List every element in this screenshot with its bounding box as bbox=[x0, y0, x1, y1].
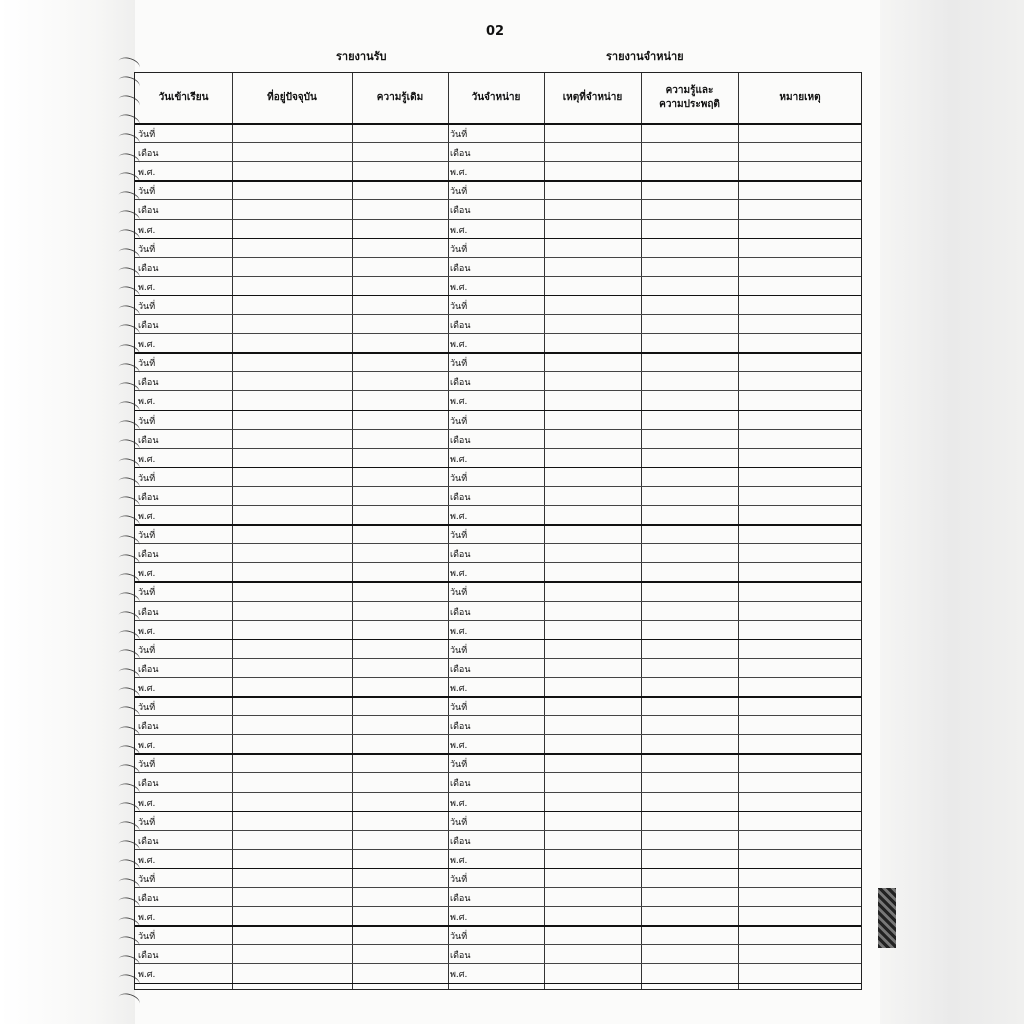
column-divider bbox=[641, 73, 642, 989]
date-field-label: พ.ศ. bbox=[450, 798, 468, 809]
row-line bbox=[135, 944, 861, 945]
date-field-label: เดือน bbox=[450, 722, 471, 733]
row-line bbox=[135, 429, 861, 430]
date-field-label: วันที่ bbox=[450, 932, 468, 943]
row-line bbox=[135, 333, 861, 334]
row-line bbox=[135, 753, 861, 755]
row-line bbox=[135, 219, 861, 220]
row-line bbox=[135, 639, 861, 641]
date-field-label: วันที่ bbox=[138, 301, 156, 312]
row-line bbox=[135, 390, 861, 391]
date-field-label: เดือน bbox=[138, 607, 159, 618]
date-field-label: พ.ศ. bbox=[138, 340, 156, 351]
date-field-label: เดือน bbox=[450, 951, 471, 962]
column-header: วันเข้าเรียน bbox=[158, 91, 209, 103]
date-field-label: พ.ศ. bbox=[450, 168, 468, 179]
column-divider bbox=[448, 73, 449, 989]
row-line bbox=[135, 199, 861, 200]
date-field-label: พ.ศ. bbox=[450, 626, 468, 637]
row-line bbox=[135, 696, 861, 698]
row-line bbox=[135, 352, 861, 354]
row-line bbox=[135, 276, 861, 277]
date-field-label: พ.ศ. bbox=[138, 512, 156, 522]
date-field-label: วันที่ bbox=[450, 416, 468, 427]
date-field-label: พ.ศ. bbox=[138, 913, 156, 924]
date-field-label: เดือน bbox=[450, 607, 471, 618]
row-line bbox=[135, 505, 861, 506]
row-line bbox=[135, 448, 861, 449]
row-line bbox=[135, 925, 861, 927]
date-field-label: เดือน bbox=[138, 664, 159, 675]
date-field-label: วันที่ bbox=[450, 359, 468, 370]
date-field-label: พ.ศ. bbox=[138, 225, 156, 236]
date-field-label: วันที่ bbox=[138, 932, 156, 943]
date-field-label: พ.ศ. bbox=[138, 397, 156, 408]
row-line bbox=[135, 715, 861, 716]
column-header: ความรู้เดิม bbox=[376, 91, 424, 103]
row-line bbox=[135, 257, 861, 258]
column-divider bbox=[738, 73, 739, 989]
date-field-label: เดือน bbox=[450, 378, 471, 389]
receive-report-title: รายงานรับ bbox=[336, 50, 387, 63]
date-field-label: เดือน bbox=[138, 894, 159, 904]
date-field-label: พ.ศ. bbox=[138, 168, 156, 179]
dispose-report-title: รายงานจำหน่าย bbox=[606, 50, 684, 63]
row-line bbox=[135, 410, 861, 412]
row-line bbox=[135, 467, 861, 469]
date-field-label: วันที่ bbox=[138, 130, 156, 140]
date-field-label: วันที่ bbox=[138, 416, 156, 427]
date-field-label: พ.ศ. bbox=[450, 512, 468, 522]
date-field-label: พ.ศ. bbox=[138, 454, 156, 465]
row-line bbox=[135, 620, 861, 621]
row-line bbox=[135, 963, 861, 964]
date-field-label: วันที่ bbox=[138, 703, 156, 713]
date-field-label: พ.ศ. bbox=[450, 282, 468, 293]
row-line bbox=[135, 562, 861, 563]
row-line bbox=[135, 486, 861, 487]
date-field-label: วันที่ bbox=[450, 760, 468, 771]
date-field-label: วันที่ bbox=[138, 473, 156, 484]
row-line bbox=[135, 371, 861, 372]
date-field-label: พ.ศ. bbox=[138, 970, 156, 981]
date-field-label: เดือน bbox=[138, 149, 159, 160]
row-line bbox=[135, 295, 861, 297]
date-field-label: พ.ศ. bbox=[138, 626, 156, 637]
row-line bbox=[135, 677, 861, 678]
column-header: เหตุที่จำหน่าย bbox=[562, 91, 623, 103]
date-field-label: วันที่ bbox=[138, 817, 156, 828]
row-line bbox=[135, 142, 861, 143]
row-line bbox=[135, 601, 861, 602]
date-field-label: พ.ศ. bbox=[138, 855, 156, 866]
column-header: ความรู้และ ความประพฤติ bbox=[659, 84, 720, 110]
date-field-label: เดือน bbox=[450, 492, 471, 503]
date-field-label: วันที่ bbox=[450, 531, 468, 542]
date-field-label: วันที่ bbox=[450, 645, 468, 656]
date-field-label: วันที่ bbox=[450, 301, 468, 312]
row-line bbox=[135, 772, 861, 773]
date-field-label: วันที่ bbox=[450, 473, 468, 484]
date-field-label: พ.ศ. bbox=[450, 855, 468, 866]
date-field-label: เดือน bbox=[450, 206, 471, 217]
date-field-label: วันที่ bbox=[450, 130, 468, 140]
date-field-label: เดือน bbox=[138, 779, 159, 790]
date-field-label: วันที่ bbox=[138, 244, 156, 255]
column-divider bbox=[232, 73, 233, 989]
date-field-label: วันที่ bbox=[138, 588, 156, 599]
date-field-label: วันที่ bbox=[138, 645, 156, 656]
row-line bbox=[135, 983, 861, 985]
date-field-label: วันที่ bbox=[138, 874, 156, 885]
binding-shadow bbox=[0, 0, 135, 1024]
date-field-label: วันที่ bbox=[450, 817, 468, 828]
row-line bbox=[135, 161, 861, 162]
date-field-label: วันที่ bbox=[450, 588, 468, 599]
date-field-label: พ.ศ. bbox=[450, 913, 468, 924]
row-line bbox=[135, 792, 861, 793]
row-line bbox=[135, 887, 861, 888]
date-field-label: เดือน bbox=[450, 263, 471, 274]
row-line bbox=[135, 830, 861, 831]
row-line bbox=[135, 314, 861, 315]
row-line bbox=[135, 180, 861, 182]
date-field-label: เดือน bbox=[138, 321, 159, 331]
date-field-label: เดือน bbox=[138, 722, 159, 733]
row-line bbox=[135, 906, 861, 907]
row-line bbox=[135, 734, 861, 735]
date-field-label: เดือน bbox=[138, 492, 159, 503]
column-header: วันจำหน่าย bbox=[471, 91, 521, 103]
date-field-label: พ.ศ. bbox=[138, 569, 156, 580]
date-field-label: เดือน bbox=[138, 550, 159, 561]
date-field-label: วันที่ bbox=[138, 760, 156, 771]
date-field-label: วันที่ bbox=[450, 244, 468, 255]
date-field-label: พ.ศ. bbox=[138, 798, 156, 809]
row-line bbox=[135, 849, 861, 850]
date-field-label: เดือน bbox=[450, 779, 471, 790]
date-field-label: พ.ศ. bbox=[450, 225, 468, 236]
date-field-label: เดือน bbox=[450, 149, 471, 160]
date-field-label: พ.ศ. bbox=[450, 970, 468, 981]
date-field-label: พ.ศ. bbox=[450, 340, 468, 351]
date-field-label: วันที่ bbox=[450, 187, 468, 198]
page-number: 02 bbox=[485, 24, 505, 39]
date-field-label: เดือน bbox=[450, 664, 471, 675]
date-field-label: เดือน bbox=[138, 951, 159, 962]
date-field-label: พ.ศ. bbox=[450, 741, 468, 752]
date-field-label: เดือน bbox=[138, 836, 159, 847]
date-field-label: เดือน bbox=[138, 435, 159, 446]
row-line bbox=[135, 581, 861, 583]
register-table bbox=[134, 72, 862, 990]
column-divider bbox=[544, 73, 545, 989]
row-line bbox=[135, 524, 861, 526]
row-line bbox=[135, 658, 861, 659]
date-field-label: เดือน bbox=[450, 550, 471, 561]
date-field-label: เดือน bbox=[138, 378, 159, 389]
date-field-label: พ.ศ. bbox=[138, 282, 156, 293]
header-divider bbox=[135, 123, 861, 125]
date-field-label: เดือน bbox=[138, 206, 159, 217]
date-field-label: พ.ศ. bbox=[138, 741, 156, 752]
index-tab bbox=[878, 888, 896, 948]
column-header: ที่อยู่ปัจจุบัน bbox=[267, 91, 317, 103]
date-field-label: วันที่ bbox=[450, 874, 468, 885]
column-divider bbox=[352, 73, 353, 989]
date-field-label: วันที่ bbox=[450, 703, 468, 713]
date-field-label: พ.ศ. bbox=[450, 454, 468, 465]
page-edge bbox=[880, 0, 1024, 1024]
date-field-label: เดือน bbox=[450, 435, 471, 446]
row-line bbox=[135, 543, 861, 544]
date-field-label: เดือน bbox=[450, 321, 471, 331]
date-field-label: วันที่ bbox=[138, 359, 156, 370]
date-field-label: เดือน bbox=[450, 836, 471, 847]
column-header: หมายเหตุ bbox=[779, 91, 821, 103]
date-field-label: วันที่ bbox=[138, 187, 156, 198]
date-field-label: เดือน bbox=[138, 263, 159, 274]
date-field-label: วันที่ bbox=[138, 531, 156, 542]
date-field-label: พ.ศ. bbox=[138, 683, 156, 694]
row-line bbox=[135, 238, 861, 240]
date-field-label: พ.ศ. bbox=[450, 683, 468, 694]
row-line bbox=[135, 811, 861, 813]
row-line bbox=[135, 868, 861, 870]
date-field-label: เดือน bbox=[450, 894, 471, 904]
date-field-label: พ.ศ. bbox=[450, 569, 468, 580]
date-field-label: พ.ศ. bbox=[450, 397, 468, 408]
